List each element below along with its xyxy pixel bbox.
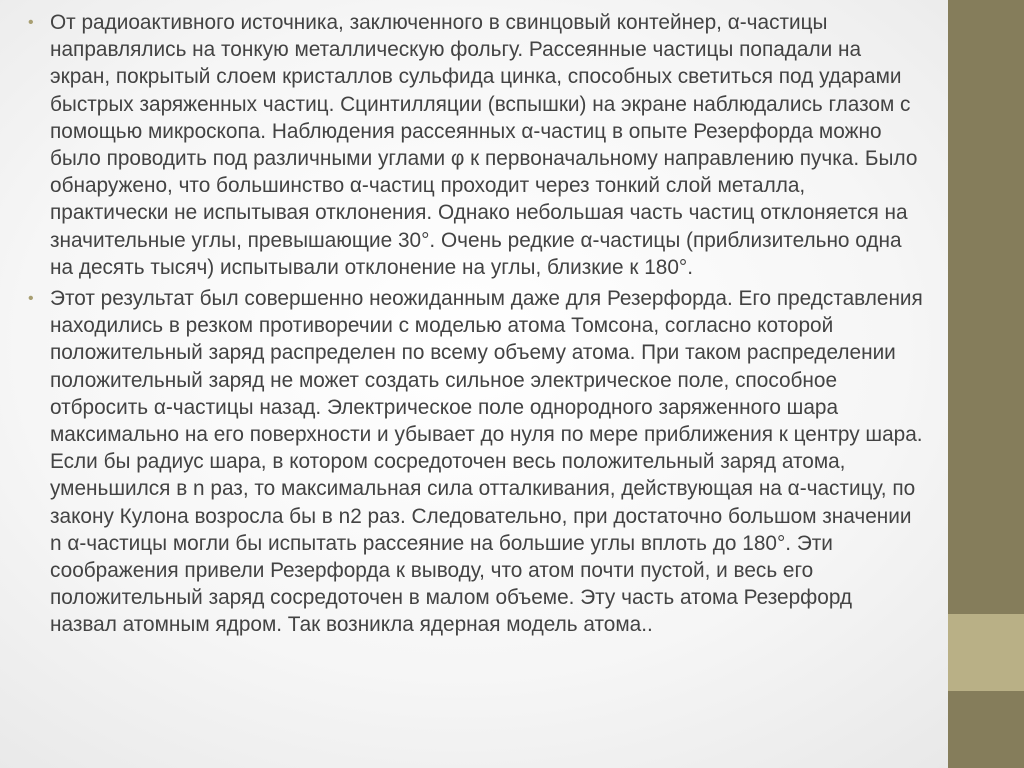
- decorative-sidebar-band: [948, 614, 1024, 691]
- paragraph-experiment-text: От радиоактивного источника, заключенного в свинцовый контейнер, α-частицы направлялись на тонкую металлическую фольгу. Рассеянные частицы попадали на экран, покрытый слоем кристаллов сульфида цинка, способных светиться под ударами быстрых заряженных частиц. Сцинтилляции (вспышки) на экране наблюдались глазом с помощью микроскопа. Наблюдения рассеянных α-частиц в опыте Резерфорда можно было проводить под различными углами φ к первоначальному направлению пучка. Было обнаружено, что большинство α-частиц проходит через тонкий слой металла, практически не испытывая отклонения. Однако небольшая часть частиц отклоняется на значительные углы, превышающие 30°. Очень редкие α-частицы (приблизительно одна на десять тысяч) испытывали отклонение на углы, близкие к 180°.: [50, 11, 918, 279]
- bullet-item-conclusion: [28, 285, 923, 639]
- bullet-item-experiment: [28, 9, 923, 281]
- content-bullet-list: [28, 9, 923, 643]
- bullet-dot-icon: •: [28, 290, 34, 308]
- decorative-sidebar: [948, 0, 1024, 768]
- paragraph-conclusion-text: Этот результат был совершенно неожиданным даже для Резерфорда. Его представления находились в резком противоречии с моделью атома Томсона, согласно которой положительный заряд распределен по всему объему атома. При таком распределении положительный заряд не может создать сильное электрическое поле, способное отбросить α-частицы назад. Электрическое поле однородного заряженного шара максимально на его поверхности и убывает до нуля по мере приближения к центру шара. Если бы радиус шара, в котором сосредоточен весь положительный заряд атома, уменьшился в n раз, то максимальная сила отталкивания, действующая на α-частицу, по закону Кулона возросла бы в n2 раз. Следовательно, при достаточно большом значении n α-частицы могли бы испытать рассеяние на большие углы вплоть до 180°. Эти соображения привели Резерфорда к выводу, что атом почти пустой, и весь его положительный заряд сосредоточен в малом объеме. Эту часть атома Резерфорд назвал атомным ядром. Так возникла ядерная модель атома..: [50, 287, 923, 637]
- bullet-dot-icon: •: [28, 14, 34, 31]
